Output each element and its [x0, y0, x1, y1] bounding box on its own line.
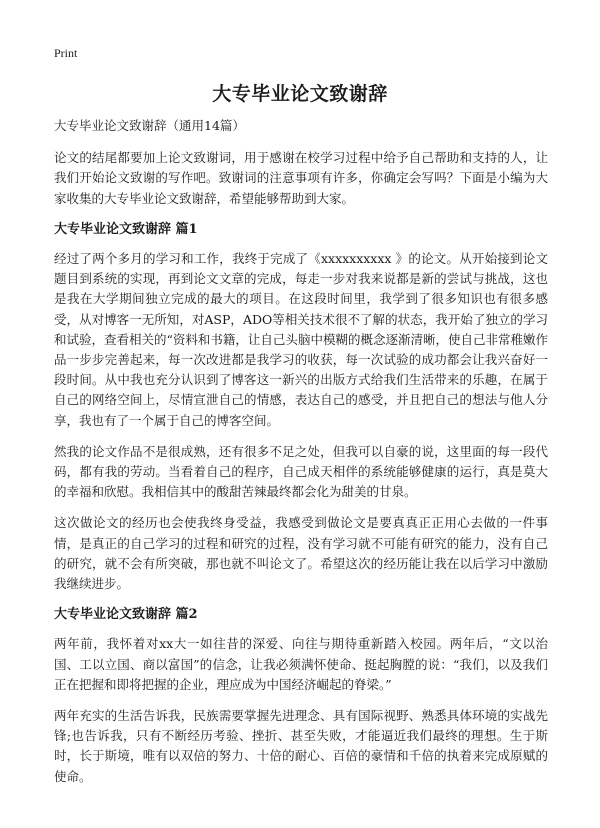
intro-paragraph: 论文的结尾都要加上论文致谢词，用于感谢在校学习过程中给予自己帮助和支持的人，让我们开始论文致谢的写作吧。致谢词的注意事项有许多，你确定会写吗？下面是小编为大家收集的大专毕业论文致谢辞，希望能够帮助到大家。 — [54, 150, 548, 206]
section-1-paragraph-3: 这次做论文的经历也会使我终身受益，我感受到做论文是要真真正正用心去做的一件事情，是真正的自己学习的过程和研究的过程，没有学习就不可能有研究的能力，没有自己的研究，就不会有所突破，那也就不叫论文了。希望这次的经历能让我在以后学习中激励我继续进步。 — [54, 515, 548, 592]
section-1-paragraph-2: 然我的论文作品不是很成熟，还有很多不足之处，但我可以自豪的说，这里面的每一段代码，都有我的劳动。当看着自己的程序，自己成天相伴的系统能够健康的运行，真是莫大的幸福和欣慰。我相信其中的酸甜苦辣最终都会化为甜美的甘泉。 — [54, 443, 548, 500]
document-title: 大专毕业论文致谢辞 — [212, 83, 388, 105]
print-link[interactable]: Print — [54, 46, 78, 60]
section-2-paragraph-1: 两年前，我怀着对xx大一如往昔的深爱、向往与期待重新踏入校园。两年后，“文以治国、工以立国、商以富国”的信念，让我必须满怀使命、挺起胸膛的说：“我们，以及我们正在把握和即将把握的企业，理应成为中国经济崛起的脊梁。” — [54, 636, 548, 692]
document-body — [54, 116, 548, 798]
section-2-paragraph-2: 两年充实的生活告诉我，民族需要掌握先进理念、具有国际视野、熟悉具体环境的实战先锋;也告诉我，只有不断经历考验、挫折、甚至失败，才能逼近我们最终的理想。生于斯时，长于斯境，唯有以双倍的努力、十倍的耐心、百倍的豪情和千倍的执着来完成原赋的使命。 — [54, 708, 548, 784]
section-1-paragraph-1: 经过了两个多月的学习和工作，我终于完成了《xxxxxxxxxx 》的论文。从开始接到论文题目到系统的实现，再到论文文章的完成，每走一步对我来说都是新的尝试与挑战，这也是我在大学期间独立完成的最大的项目。在这段时间里，我学到了很多知识也有很多感受，从对博客一无所知，对ASP，ADO等相关技术很不了解的状态，我开始了独立的学习和试验，查看相关的“资料和书籍，让自己头脑中模糊的概念逐渐清晰，使自己非常稚嫩作品一步步完善起来，每一次改进都是我学习的收获，每一次试验的成功都会让我兴奋好一段时间。从中我也充分认识到了博客这一新兴的出版方式给我们生活带来的乐趣，在属于自己的网络空间上，尽情宣泄自己的情感，表达自己的感受，并且把自己的想法与他人分享，我也有了一个属于自己的博客空间。 — [54, 251, 548, 428]
document-subtitle: 大专毕业论文致谢辞（通用14篇） — [54, 118, 245, 133]
section-heading-1: 大专毕业论文致谢辞 篇1 — [54, 221, 198, 237]
section-heading-2: 大专毕业论文致谢辞 篇2 — [54, 607, 198, 623]
